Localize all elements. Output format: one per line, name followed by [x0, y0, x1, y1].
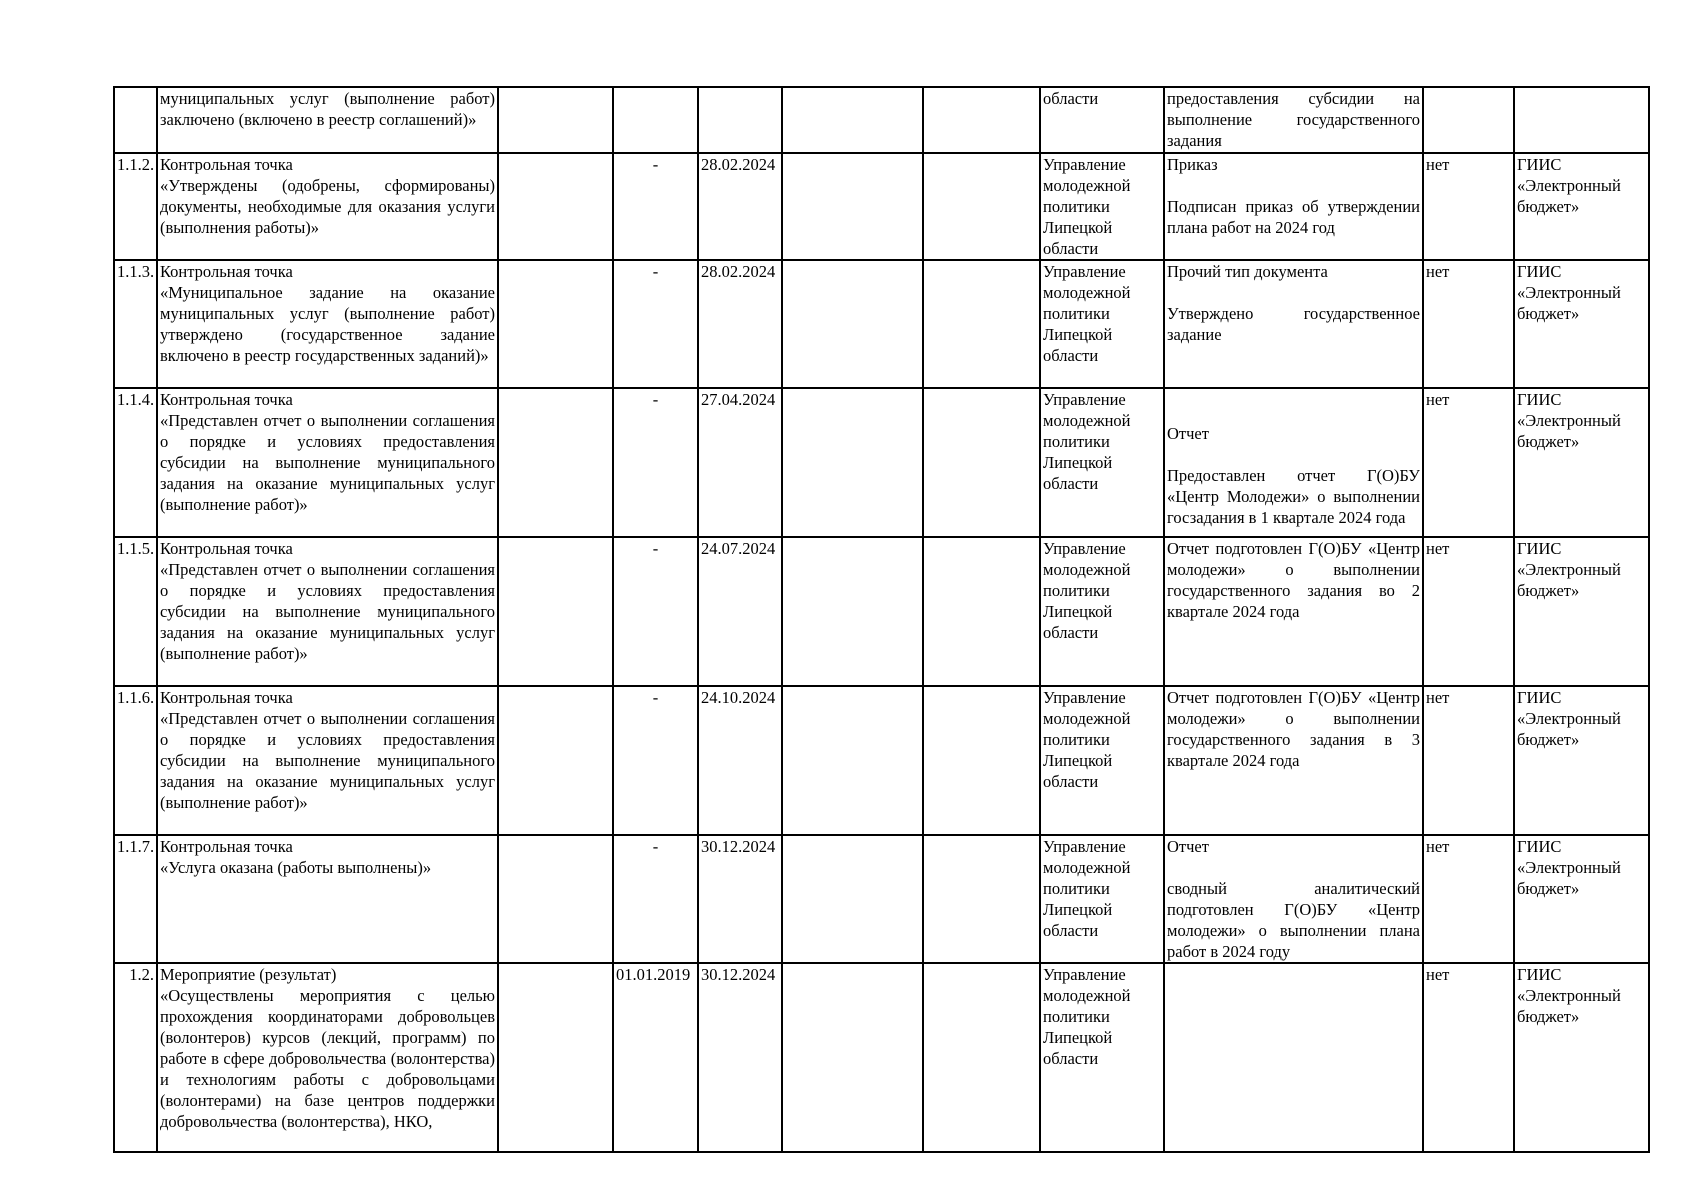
activity-kind: Контрольная точка — [160, 837, 293, 856]
activity-description — [157, 153, 498, 260]
empty-cell — [498, 87, 613, 153]
activity-kind: Мероприятие (результат) — [160, 965, 337, 984]
empty-cell — [923, 686, 1040, 835]
activity-description — [157, 835, 498, 963]
empty-cell — [923, 260, 1040, 388]
activity-plan-table — [113, 86, 1650, 1153]
document-cell — [1164, 260, 1423, 388]
responsible-authority: Управление молодежной политики Липецкой области — [1040, 537, 1164, 686]
activity-text: «Представлен отчет о выполнении соглашения о порядке и условиях предоставления субсидии на выполнение муниципального задания на оказание муниципальных услуг (выполнение работ)» — [160, 411, 495, 514]
flag-cell — [1423, 87, 1514, 153]
empty-cell — [498, 260, 613, 388]
document-description: Отчет подготовлен Г(О)БУ «Центр молодежи» о выполнении государственного задания в 3 квартале 2024 года — [1164, 686, 1423, 835]
flag-cell: нет — [1423, 686, 1514, 835]
flag-cell: нет — [1423, 388, 1514, 537]
end-date: 24.10.2024 — [698, 686, 782, 835]
activity-text: «Осуществлены мероприятия с целью прохождения координаторами добровольцев (волонтеров) курсов (лекций, программ) по работе в сфере добровольчества (волонтерства) и технологиям работы с добровольцами (волонтерами) на базе центров поддержки добровольчества (волонтерства), НКО, — [160, 986, 495, 1131]
document-description — [1164, 963, 1423, 1152]
end-date — [698, 87, 782, 153]
table-row — [114, 963, 1649, 1152]
empty-cell — [498, 388, 613, 537]
flag-cell: нет — [1423, 153, 1514, 260]
activity-text: «Представлен отчет о выполнении соглашения о порядке и условиях предоставления субсидии на выполнение муниципального задания на оказание муниципальных услуг (выполнение работ)» — [160, 560, 495, 663]
empty-cell — [923, 835, 1040, 963]
table-row — [114, 835, 1649, 963]
responsible-authority: области — [1040, 87, 1164, 153]
table-row — [114, 537, 1649, 686]
activity-kind: Контрольная точка — [160, 262, 293, 281]
activity-description — [157, 87, 498, 153]
activity-kind: Контрольная точка — [160, 539, 293, 558]
end-date: 24.07.2024 — [698, 537, 782, 686]
row-number: 1.1.4. — [114, 388, 157, 537]
document-description: Предоставлен отчет Г(О)БУ «Центр Молодежи» о выполнении госзадания в 1 квартале 2024 года — [1167, 466, 1420, 527]
activity-text: муниципальных услуг (выполнение работ) заключено (включено в реестр соглашений)» — [160, 89, 495, 129]
row-number: 1.1.6. — [114, 686, 157, 835]
document-cell — [1164, 388, 1423, 537]
start-date — [613, 87, 698, 153]
empty-cell — [498, 537, 613, 686]
activity-text: «Утверждены (одобрены, сформированы) документы, необходимые для оказания услуги (выполнения работы)» — [160, 176, 495, 237]
empty-cell — [923, 87, 1040, 153]
information-system: ГИИС «Электронный бюджет» — [1514, 686, 1649, 835]
start-date: - — [613, 153, 698, 260]
document-type: Приказ — [1167, 155, 1218, 174]
empty-cell — [498, 835, 613, 963]
responsible-authority: Управление молодежной политики Липецкой области — [1040, 388, 1164, 537]
row-number: 1.1.3. — [114, 260, 157, 388]
end-date: 30.12.2024 — [698, 835, 782, 963]
table-row — [114, 388, 1649, 537]
end-date: 28.02.2024 — [698, 260, 782, 388]
empty-cell — [923, 153, 1040, 260]
activity-text: «Услуга оказана (работы выполнены)» — [160, 858, 432, 877]
responsible-authority: Управление молодежной политики Липецкой области — [1040, 260, 1164, 388]
start-date: - — [613, 260, 698, 388]
table-row — [114, 260, 1649, 388]
information-system: ГИИС «Электронный бюджет» — [1514, 963, 1649, 1152]
document-description: предоставления субсидии на выполнение государственного задания — [1164, 87, 1423, 153]
responsible-authority: Управление молодежной политики Липецкой области — [1040, 686, 1164, 835]
empty-cell — [923, 963, 1040, 1152]
document-type: Прочий тип документа — [1167, 262, 1328, 281]
start-date: - — [613, 388, 698, 537]
empty-cell — [923, 537, 1040, 686]
start-date: 01.01.2019 — [613, 963, 698, 1152]
flag-cell: нет — [1423, 537, 1514, 686]
empty-cell — [498, 153, 613, 260]
document-type: Отчет — [1167, 837, 1209, 856]
activity-text: «Представлен отчет о выполнении соглашения о порядке и условиях предоставления субсидии на выполнение муниципального задания на оказание муниципальных услуг (выполнение работ)» — [160, 709, 495, 812]
document-type: Отчет — [1167, 424, 1209, 443]
start-date: - — [613, 835, 698, 963]
activity-kind: Контрольная точка — [160, 390, 293, 409]
row-number: 1.2. — [114, 963, 157, 1152]
document-description: сводный аналитический подготовлен Г(О)БУ «Центр молодежи» о выполнении плана работ в 2024 году — [1167, 879, 1420, 961]
empty-cell — [782, 87, 923, 153]
document-cell — [1164, 153, 1423, 260]
responsible-authority: Управление молодежной политики Липецкой области — [1040, 963, 1164, 1152]
information-system — [1514, 87, 1649, 153]
table-body — [114, 87, 1649, 1152]
activity-description — [157, 537, 498, 686]
empty-cell — [782, 260, 923, 388]
activity-description — [157, 963, 498, 1152]
information-system: ГИИС «Электронный бюджет» — [1514, 835, 1649, 963]
end-date: 28.02.2024 — [698, 153, 782, 260]
table-row — [114, 87, 1649, 153]
row-number — [114, 87, 157, 153]
table-row — [114, 686, 1649, 835]
start-date: - — [613, 537, 698, 686]
flag-cell: нет — [1423, 260, 1514, 388]
end-date: 27.04.2024 — [698, 388, 782, 537]
document-description: Отчет подготовлен Г(О)БУ «Центр молодежи» о выполнении государственного задания во 2 квартале 2024 года — [1164, 537, 1423, 686]
empty-cell — [782, 153, 923, 260]
information-system: ГИИС «Электронный бюджет» — [1514, 537, 1649, 686]
responsible-authority: Управление молодежной политики Липецкой области — [1040, 835, 1164, 963]
information-system: ГИИС «Электронный бюджет» — [1514, 260, 1649, 388]
activity-kind: Контрольная точка — [160, 688, 293, 707]
empty-cell — [782, 835, 923, 963]
empty-cell — [782, 963, 923, 1152]
table-row — [114, 153, 1649, 260]
information-system: ГИИС «Электронный бюджет» — [1514, 388, 1649, 537]
end-date: 30.12.2024 — [698, 963, 782, 1152]
empty-cell — [498, 963, 613, 1152]
row-number: 1.1.7. — [114, 835, 157, 963]
activity-description — [157, 388, 498, 537]
information-system: ГИИС «Электронный бюджет» — [1514, 153, 1649, 260]
row-number: 1.1.2. — [114, 153, 157, 260]
empty-cell — [923, 388, 1040, 537]
flag-cell: нет — [1423, 835, 1514, 963]
activity-description — [157, 260, 498, 388]
empty-cell — [782, 537, 923, 686]
empty-cell — [782, 686, 923, 835]
activity-text: «Муниципальное задание на оказание муниципальных услуг (выполнение работ) утверждено (государственное задание включено в реестр государственных заданий)» — [160, 283, 495, 365]
empty-cell — [498, 686, 613, 835]
start-date: - — [613, 686, 698, 835]
row-number: 1.1.5. — [114, 537, 157, 686]
responsible-authority: Управление молодежной политики Липецкой области — [1040, 153, 1164, 260]
flag-cell: нет — [1423, 963, 1514, 1152]
document-description: Утверждено государственное задание — [1167, 304, 1420, 344]
activity-description — [157, 686, 498, 835]
activity-kind: Контрольная точка — [160, 155, 293, 174]
empty-cell — [782, 388, 923, 537]
document-cell — [1164, 835, 1423, 963]
document-description: Подписан приказ об утверждении плана работ на 2024 год — [1167, 197, 1420, 237]
